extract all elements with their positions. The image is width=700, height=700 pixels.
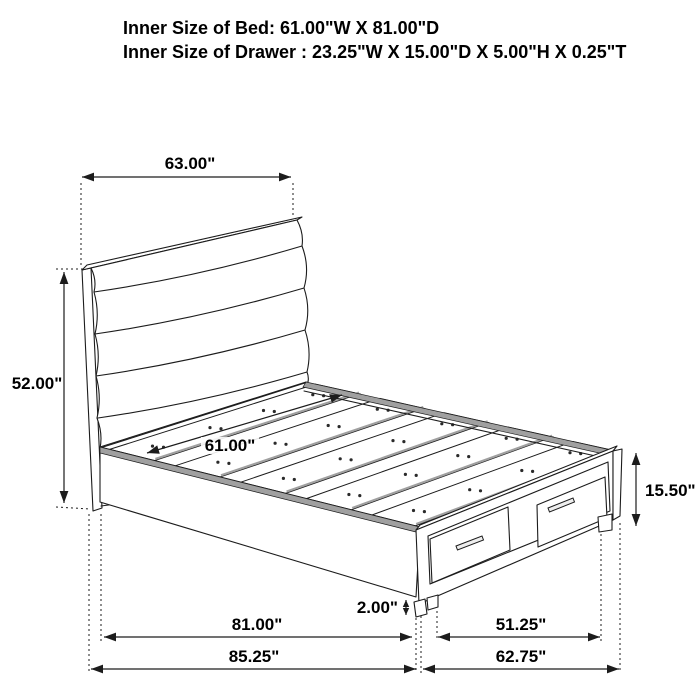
slat-screw-dot <box>415 474 418 477</box>
slat-screw-dot <box>293 478 296 481</box>
dimension-headboard-width <box>82 154 291 181</box>
slat-screw-dot <box>423 510 426 513</box>
dimension-arrowhead <box>60 272 69 284</box>
dim-label-81: 81.00" <box>231 615 283 634</box>
slat-screw-dot <box>531 470 534 473</box>
dim-label-61: 61.00" <box>204 436 256 455</box>
slat-screw-dot <box>208 426 211 429</box>
slat-screw-dot <box>456 454 459 457</box>
dimension-arrowhead <box>279 173 291 182</box>
slat-screw-dot <box>520 469 523 472</box>
slat-screw-dot <box>391 439 394 442</box>
dimension-arrowhead <box>438 633 450 642</box>
dimension-arrowhead <box>607 665 619 674</box>
dimension-footboard-height <box>632 453 696 526</box>
dimension-arrowhead <box>403 600 409 607</box>
dimension-arrowhead <box>632 514 641 526</box>
slat-screw-dot <box>274 442 277 445</box>
dimension-headboard-height <box>12 272 69 503</box>
dim-label-63: 63.00" <box>164 154 216 173</box>
dimension-drawer-section <box>438 615 600 641</box>
dim-label-8525: 85.25" <box>228 647 280 666</box>
slat-screw-dot <box>467 455 470 458</box>
slat-screw-dot <box>350 458 353 461</box>
dimension-arrowhead <box>91 665 103 674</box>
dimension-overall-length <box>91 647 416 673</box>
slat-screw-dot <box>151 445 154 448</box>
footboard-front-leg <box>414 599 427 617</box>
header-text <box>123 18 626 62</box>
slat-screw-dot <box>468 488 471 491</box>
dimension-leg-height <box>357 598 409 617</box>
dim-label-6275: 62.75" <box>495 647 547 666</box>
dimension-arrowhead <box>632 453 641 465</box>
dimension-inner-depth <box>104 615 412 641</box>
slat-screw-dot <box>216 461 219 464</box>
dim-label-1550: 15.50" <box>645 481 696 500</box>
dimension-arrowhead <box>60 491 69 503</box>
slat-screw-dot <box>227 462 230 465</box>
slat-screw-dot <box>327 424 330 427</box>
dimension-arrowhead <box>82 173 94 182</box>
slat-screw-dot <box>440 422 443 425</box>
slat-screw-dot <box>219 427 222 430</box>
inner-size-of-drawer-label: Inner Size of Drawer : 23.25"W X 15.00"D X 5.00"H X 0.25"T <box>123 42 627 62</box>
slat-screw-dot <box>412 509 415 512</box>
footboard-front-leg-back <box>427 595 438 610</box>
slat-screw-dot <box>262 409 265 412</box>
slat-screw-dot <box>505 437 508 440</box>
slat-screw-dot <box>273 410 276 413</box>
dimension-arrowhead <box>423 665 435 674</box>
footboard-right-leg <box>598 514 612 532</box>
dimension-arrowhead <box>403 608 409 615</box>
dimension-arrowhead <box>400 633 412 642</box>
slat-screw-dot <box>339 457 342 460</box>
slat-screw-dot <box>402 440 405 443</box>
slat-screw-dot <box>284 443 287 446</box>
dim-label-52: 52.00" <box>11 374 63 393</box>
slat-screw-dot <box>404 473 407 476</box>
dim-label-5125: 51.25" <box>495 615 547 634</box>
slat-screw-dot <box>358 494 361 497</box>
dimension-footboard-width <box>423 647 619 673</box>
slat-screw-dot <box>568 451 571 454</box>
slat-screw-dot <box>338 425 341 428</box>
slat-screw-dot <box>347 493 350 496</box>
dimension-arrowhead <box>588 633 600 642</box>
dimension-arrowhead <box>404 665 416 674</box>
footboard-right-cap <box>613 449 622 520</box>
dimension-arrowhead <box>104 633 116 642</box>
slat-screw-dot <box>282 477 285 480</box>
side-rail <box>100 447 420 597</box>
guide-headboard-bottom-horiz <box>56 507 90 509</box>
slat-screw-dot <box>479 489 482 492</box>
dim-label-200: 2.00" <box>356 598 398 617</box>
inner-size-of-bed-label: Inner Size of Bed: 61.00"W X 81.00"D <box>123 18 440 38</box>
